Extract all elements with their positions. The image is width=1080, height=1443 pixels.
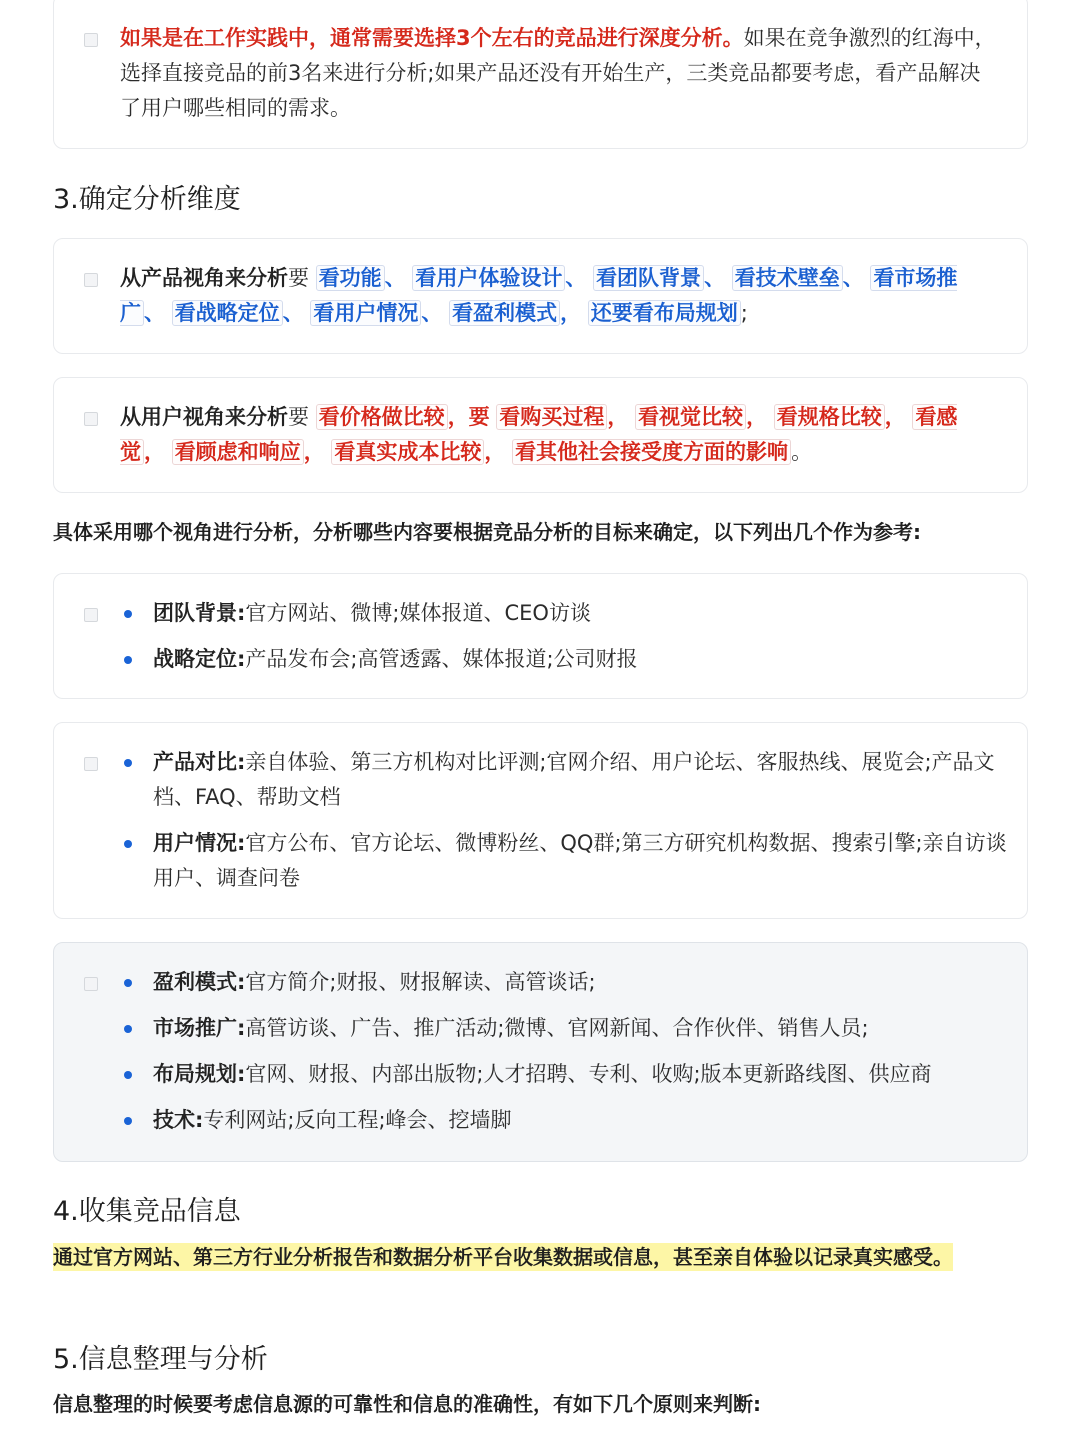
tag-marketing[interactable]: 看市场推广 bbox=[120, 266, 958, 325]
product-view-card bbox=[53, 238, 1028, 354]
tag-tech-barrier[interactable]: 看技术壁垒 bbox=[732, 265, 843, 291]
highlight-text: 如果是在工作实践中，通常需要选择3个左右的竞品进行深度分析。 bbox=[120, 26, 744, 50]
list-item: 布局规划:官网、财报、内部出版物;人才招聘、专利、收购;版本更新路线图、供应商 bbox=[120, 1057, 1007, 1092]
reference-list bbox=[120, 745, 1007, 907]
tag-real-cost[interactable]: 看真实成本比较 bbox=[331, 439, 484, 465]
tag-social-acceptance[interactable]: 看其他社会接受度方面的影响 bbox=[512, 439, 791, 465]
bullet-icon bbox=[124, 840, 132, 848]
tag-user-status[interactable]: 看用户情况 bbox=[310, 300, 421, 326]
list-item: 盈利模式:官方简介;财报、财报解读、高管谈话; bbox=[120, 965, 1007, 1000]
body-text: 如果在竞争激烈的红海中，选择直接竞品的前3名来进行分析;如果产品还没有开始生产，三类竞品都要考虑，看产品解决了用户哪些相同的需求。 bbox=[120, 26, 996, 120]
checkbox[interactable] bbox=[84, 977, 98, 991]
bullet-icon bbox=[124, 1025, 132, 1033]
reference-card-2 bbox=[53, 722, 1028, 919]
bullet-icon bbox=[124, 656, 132, 664]
list-item: 技术:专利网站;反向工程;峰会、挖墙脚 bbox=[120, 1103, 1007, 1138]
section-4-highlight bbox=[53, 1239, 1000, 1276]
tag-price-compare[interactable]: 看价格做比较 bbox=[316, 404, 448, 430]
checkbox[interactable] bbox=[84, 757, 98, 771]
tag-ux-design[interactable]: 看用户体验设计 bbox=[412, 265, 565, 291]
section-5-note: 信息整理的时候要考虑信息源的可靠性和信息的准确性，有如下几个原则来判断: bbox=[53, 1392, 761, 1416]
bullet-icon bbox=[124, 1117, 132, 1125]
note-card-selection bbox=[53, 0, 1028, 149]
tag-spec-compare[interactable]: 看规格比较 bbox=[774, 404, 885, 430]
checkbox[interactable] bbox=[84, 608, 98, 622]
tag-strategy[interactable]: 看战略定位 bbox=[172, 300, 283, 326]
list-item: 用户情况:官方公布、官方论坛、微博粉丝、QQ群;第三方研究机构数据、搜索引擎;亲自访谈用户、调查问卷 bbox=[120, 826, 1007, 896]
tag-visual-compare[interactable]: 看视觉比较 bbox=[635, 404, 746, 430]
user-view-card bbox=[53, 377, 1028, 493]
perspective-note: 具体采用哪个视角进行分析，分析哪些内容要根据竞品分析的目标来确定，以下列出几个作为参考: bbox=[53, 520, 921, 544]
reference-list bbox=[120, 965, 1007, 1149]
tag-feature[interactable]: 看功能 bbox=[316, 265, 385, 291]
section-5-title: 5.信息整理与分析 bbox=[53, 1344, 268, 1375]
user-view-paragraph: 从用户视角来分析要 看价格做比较 ，要 看购买过程 ， 看视觉比较 ， 看规格比较 ， 看感觉 ， 看顾虑和响应 ， 看真实成本比较 ， 看其他社会接受度方面的影响 。 bbox=[120, 405, 958, 464]
tag-purchase-process[interactable]: 看购买过程 bbox=[496, 404, 607, 430]
tag-feeling[interactable]: 看感觉 bbox=[120, 405, 958, 464]
tag-team-background[interactable]: 看团队背景 bbox=[593, 265, 704, 291]
highlighted-text: 通过官方网站、第三方行业分析报告和数据分析平台收集数据或信息，甚至亲自体验以记录真实感受。 bbox=[53, 1245, 953, 1269]
bullet-icon bbox=[124, 610, 132, 618]
list-item: 团队背景:官方网站、微博;媒体报道、CEO访谈 bbox=[120, 596, 1007, 631]
tag-profit-model[interactable]: 看盈利模式 bbox=[449, 300, 560, 326]
tag-layout-planning[interactable]: 还要看布局规划 bbox=[588, 300, 741, 326]
product-view-paragraph: 从产品视角来分析要 看功能 、 看用户体验设计 、 看团队背景 、 看技术壁垒 、 看市场推广 、 看战略定位 、 看用户情况 、 看盈利模式 ， 还要看布局规划 ; bbox=[120, 266, 958, 325]
checkbox[interactable] bbox=[84, 33, 98, 47]
bullet-icon bbox=[124, 759, 132, 767]
reference-card-1 bbox=[53, 573, 1028, 699]
reference-list bbox=[120, 596, 1007, 688]
verb: 要 bbox=[288, 405, 309, 429]
list-item: 市场推广:高管访谈、广告、推广活动;微博、官网新闻、合作伙伴、销售人员; bbox=[120, 1011, 1007, 1046]
checkbox[interactable] bbox=[84, 412, 98, 426]
user-view-lead: 从用户视角来分析 bbox=[120, 405, 288, 429]
list-item: 战略定位:产品发布会;高管透露、媒体报道;公司财报 bbox=[120, 642, 1007, 677]
product-view-lead: 从产品视角来分析 bbox=[120, 266, 288, 290]
section-4-title: 4.收集竞品信息 bbox=[53, 1196, 241, 1227]
checkbox[interactable] bbox=[84, 273, 98, 287]
bullet-icon bbox=[124, 979, 132, 987]
section-3-title: 3.确定分析维度 bbox=[53, 184, 241, 215]
list-item: 产品对比:亲自体验、第三方机构对比评测;官网介绍、用户论坛、客服热线、展览会;产品文档、FAQ、帮助文档 bbox=[120, 745, 1007, 815]
card-paragraph bbox=[120, 21, 1001, 126]
verb: 要 bbox=[288, 266, 309, 290]
reference-card-3 bbox=[53, 942, 1028, 1162]
bullet-icon bbox=[124, 1071, 132, 1079]
tag-concern-response[interactable]: 看顾虑和响应 bbox=[172, 439, 304, 465]
